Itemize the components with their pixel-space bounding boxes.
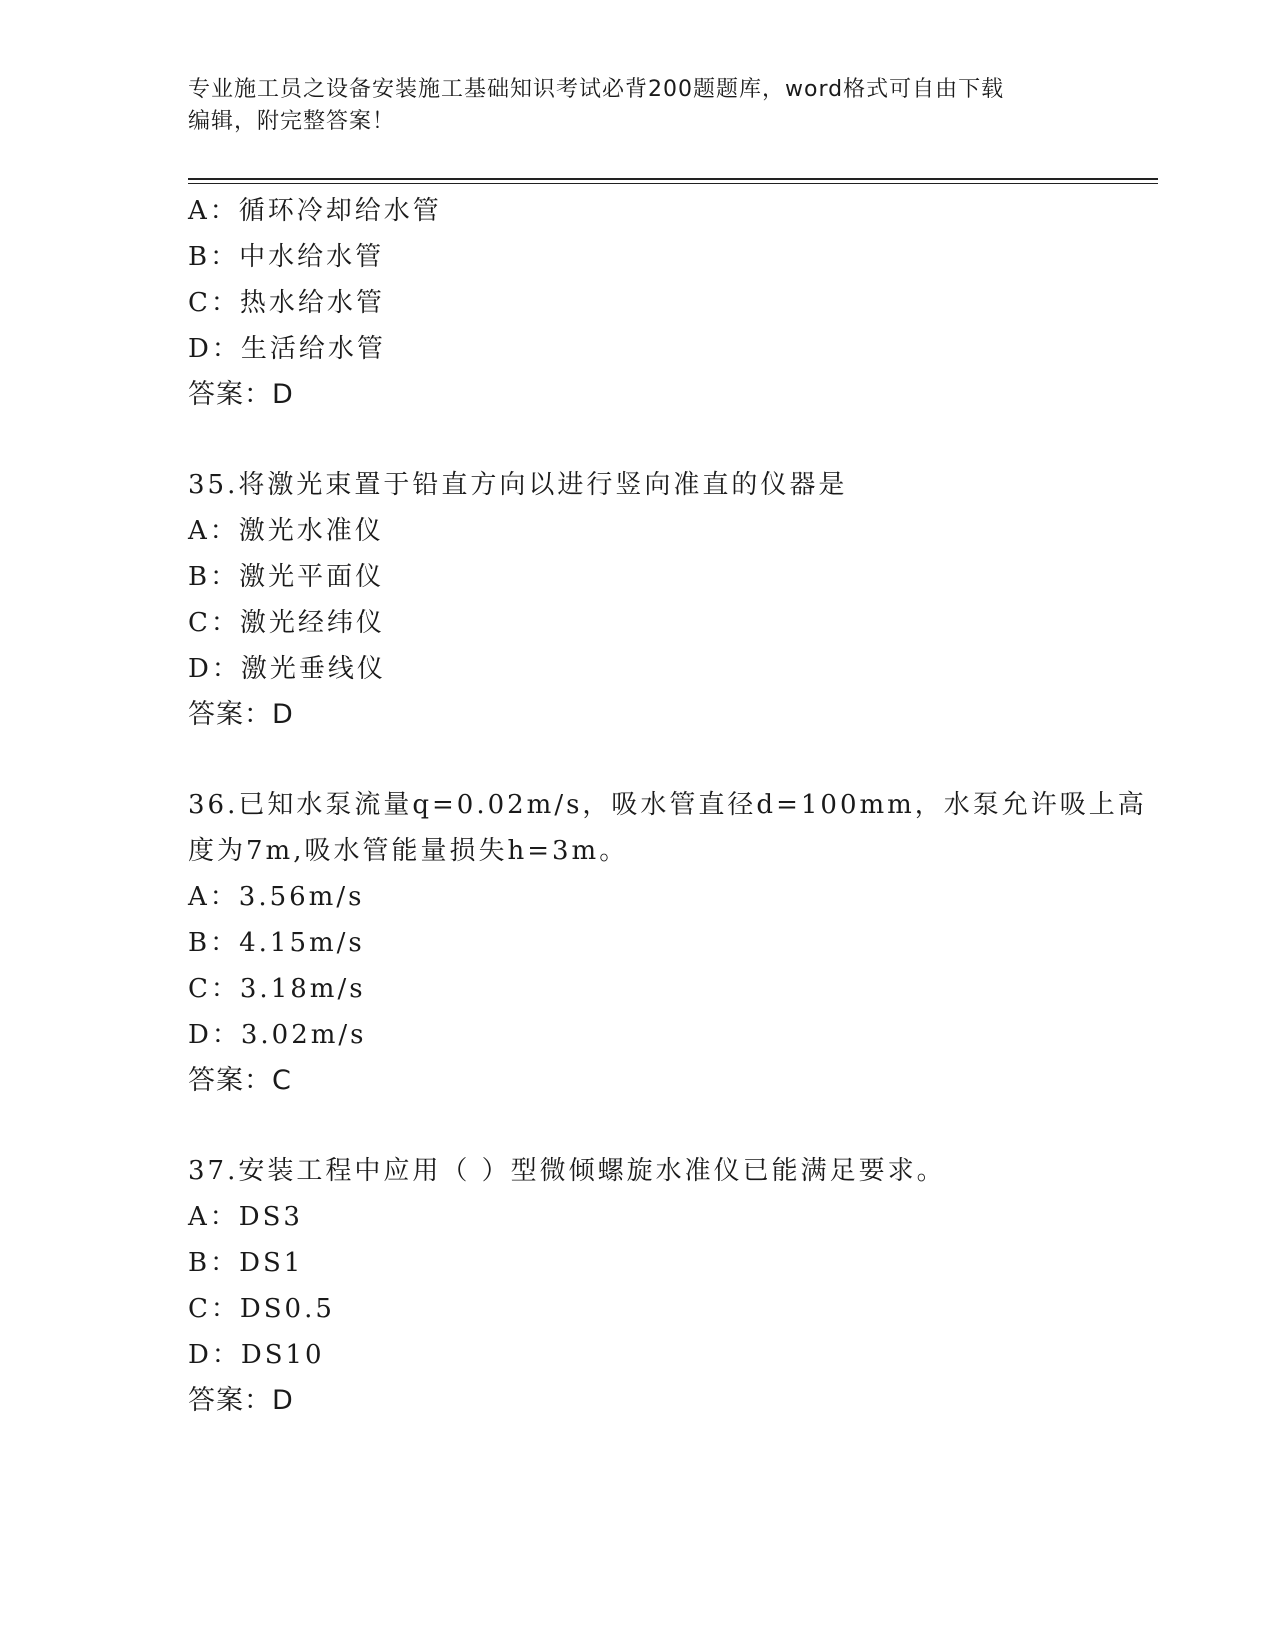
option-c: C：激光经纬仪 <box>188 608 385 638</box>
option-b: B：DS1 <box>188 1248 304 1278</box>
answer-line: 答案：D <box>188 699 294 730</box>
answer-line: 答案：C <box>188 1065 292 1096</box>
question-list <box>188 188 1147 1424</box>
question-line: 36.已知水泵流量q=0.02m/s，吸水管直径d=100mm，水泵允许吸上高 <box>188 790 1147 820</box>
option-d: D：生活给水管 <box>188 334 386 364</box>
question-text <box>188 1148 1088 1194</box>
question-block-34 <box>188 188 1088 418</box>
option-c: C：3.18m/s <box>188 974 366 1004</box>
option-b: B：激光平面仪 <box>188 562 385 592</box>
option-a: A：3.56m/s <box>188 882 365 912</box>
question-line: 度为7m,吸水管能量损失h=3m。 <box>188 836 629 866</box>
header-line-1: 专业施工员之设备安装施工基础知识考试必背200题题库，word格式可自由下载 <box>188 77 1005 102</box>
option-a: A：激光水准仪 <box>188 516 384 546</box>
answer-line: 答案：D <box>188 1385 294 1416</box>
option-d: D：激光垂线仪 <box>188 654 386 684</box>
question-text <box>188 462 1088 508</box>
option-b: B：中水给水管 <box>188 242 385 272</box>
document-header <box>188 74 1068 138</box>
option-d: D：3.02m/s <box>188 1020 367 1050</box>
question-line: 35.将激光束置于铅直方向以进行竖向准直的仪器是 <box>188 470 848 500</box>
header-line-2: 编辑，附完整答案！ <box>188 109 396 134</box>
header-divider-thin <box>188 183 1158 184</box>
option-b: B：4.15m/s <box>188 928 365 958</box>
option-a: A：DS3 <box>188 1202 303 1232</box>
header-divider-thick <box>188 178 1158 180</box>
question-block-36 <box>188 782 1147 1104</box>
question-line: 37.安装工程中应用（ ）型微倾螺旋水准仪已能满足要求。 <box>188 1156 946 1186</box>
question-text <box>188 782 1147 874</box>
option-c: C：热水给水管 <box>188 288 385 318</box>
option-d: D：DS10 <box>188 1340 325 1370</box>
question-block-37 <box>188 1148 1088 1424</box>
answer-line: 答案：D <box>188 379 294 410</box>
question-block-35 <box>188 462 1088 738</box>
option-c: C：DS0.5 <box>188 1294 335 1324</box>
option-a: A：循环冷却给水管 <box>188 196 442 226</box>
